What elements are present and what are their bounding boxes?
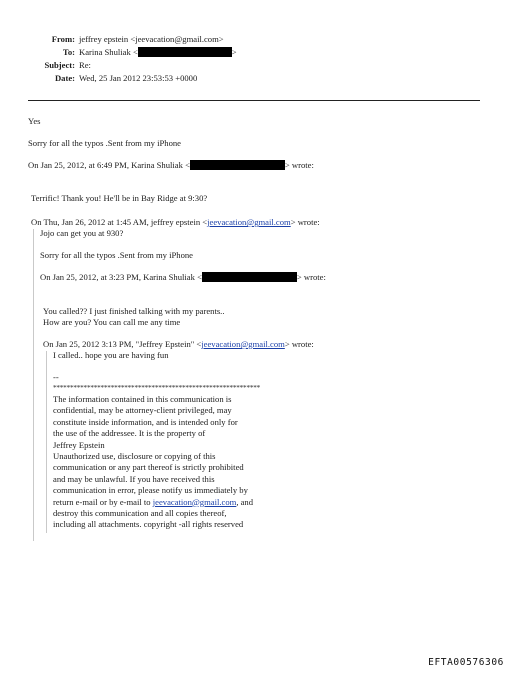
signature-stars: ************************************************************* bbox=[53, 384, 261, 392]
redaction-box bbox=[190, 160, 285, 170]
from-label: From: bbox=[51, 34, 75, 44]
disclaimer-line: Jeffrey Epstein bbox=[53, 439, 105, 450]
header-divider bbox=[28, 100, 480, 101]
disclaimer-line: The information contained in this communication is bbox=[53, 394, 232, 404]
bates-number: EFTA00576306 bbox=[428, 656, 504, 668]
quoted-jojo: Jojo can get you at 930? bbox=[40, 228, 124, 238]
disclaimer-line: communication or any part thereof is strictly prohibited bbox=[53, 462, 244, 473]
header-subject bbox=[0, 60, 91, 71]
disclaimer-line: constitute inside information, and is intended only for bbox=[53, 416, 238, 427]
redaction-box bbox=[202, 272, 297, 282]
email-link[interactable]: jeevacation@gmail.com bbox=[201, 339, 285, 349]
signature-typos: Sorry for all the typos .Sent from my iPhone bbox=[28, 138, 182, 148]
disclaimer-line: Unauthorized use, disclosure or copying of this bbox=[53, 451, 216, 462]
from-value: jeffrey epstein <jeevacation@gmail.com> bbox=[79, 34, 224, 44]
disclaimer-block bbox=[53, 394, 253, 531]
disclaimer-line: including all attachments. copyright -all rights reserved bbox=[53, 519, 244, 530]
quoted-icalled: I called.. hope you are having fun bbox=[53, 350, 169, 360]
disclaimer-line: and may be unlawful. If you have received this bbox=[53, 473, 215, 484]
header-to bbox=[0, 47, 237, 58]
header-date bbox=[0, 73, 197, 84]
to-value: Karina Shuliak < bbox=[79, 47, 138, 57]
attribution-line-4: On Jan 25, 2012 3:13 PM, "Jeffrey Epstein" <jeevacation@gmail.com> wrote: bbox=[43, 339, 314, 349]
quoted-called: You called?? I just finished talking with my parents.. bbox=[43, 306, 225, 316]
disclaimer-line: destroy this communication and all copies thereof, bbox=[53, 508, 227, 519]
quoted-terrific: Terrific! Thank you! He'll be in Bay Ridge at 9:30? bbox=[31, 193, 208, 203]
attribution-line-3: On Jan 25, 2012, at 3:23 PM, Karina Shuliak < > wrote: bbox=[40, 272, 326, 282]
quote-bar-level-2 bbox=[33, 229, 34, 541]
subject-value: Re: bbox=[79, 60, 91, 70]
disclaimer-line: confidential, may be attorney-client privileged, may bbox=[53, 405, 232, 416]
attribution-line-2: On Thu, Jan 26, 2012 at 1:45 AM, jeffrey epstein <jeevacation@gmail.com> wrote: bbox=[31, 217, 320, 227]
disclaimer-line: return e-mail or by e-mail to jeevacation@gmail.com, and bbox=[53, 496, 254, 507]
quoted-signature-typos: Sorry for all the typos .Sent from my iPhone bbox=[40, 250, 194, 260]
quote-bar-level-4 bbox=[46, 351, 47, 533]
date-value: Wed, 25 Jan 2012 23:53:53 +0000 bbox=[79, 73, 198, 83]
subject-label: Subject: bbox=[44, 60, 75, 70]
to-close: > bbox=[231, 47, 237, 57]
redaction-box bbox=[138, 47, 232, 57]
disclaimer-line: the use of the addressee. It is the property of bbox=[53, 428, 206, 439]
date-label: Date: bbox=[54, 73, 75, 83]
header-from bbox=[0, 34, 224, 45]
email-link[interactable]: jeevacation@gmail.com bbox=[207, 217, 291, 227]
disclaimer-line: communication in error, please notify us immediately by bbox=[53, 485, 248, 496]
attribution-line-1: On Jan 25, 2012, at 6:49 PM, Karina Shuliak < > wrote: bbox=[28, 160, 314, 170]
signature-dash: -- bbox=[53, 372, 59, 382]
quoted-howare: How are you? You can call me any time bbox=[43, 317, 181, 327]
reply-yes: Yes bbox=[28, 116, 41, 126]
to-label: To: bbox=[62, 47, 75, 57]
email-link[interactable]: jeevacation@gmail.com bbox=[152, 496, 237, 507]
